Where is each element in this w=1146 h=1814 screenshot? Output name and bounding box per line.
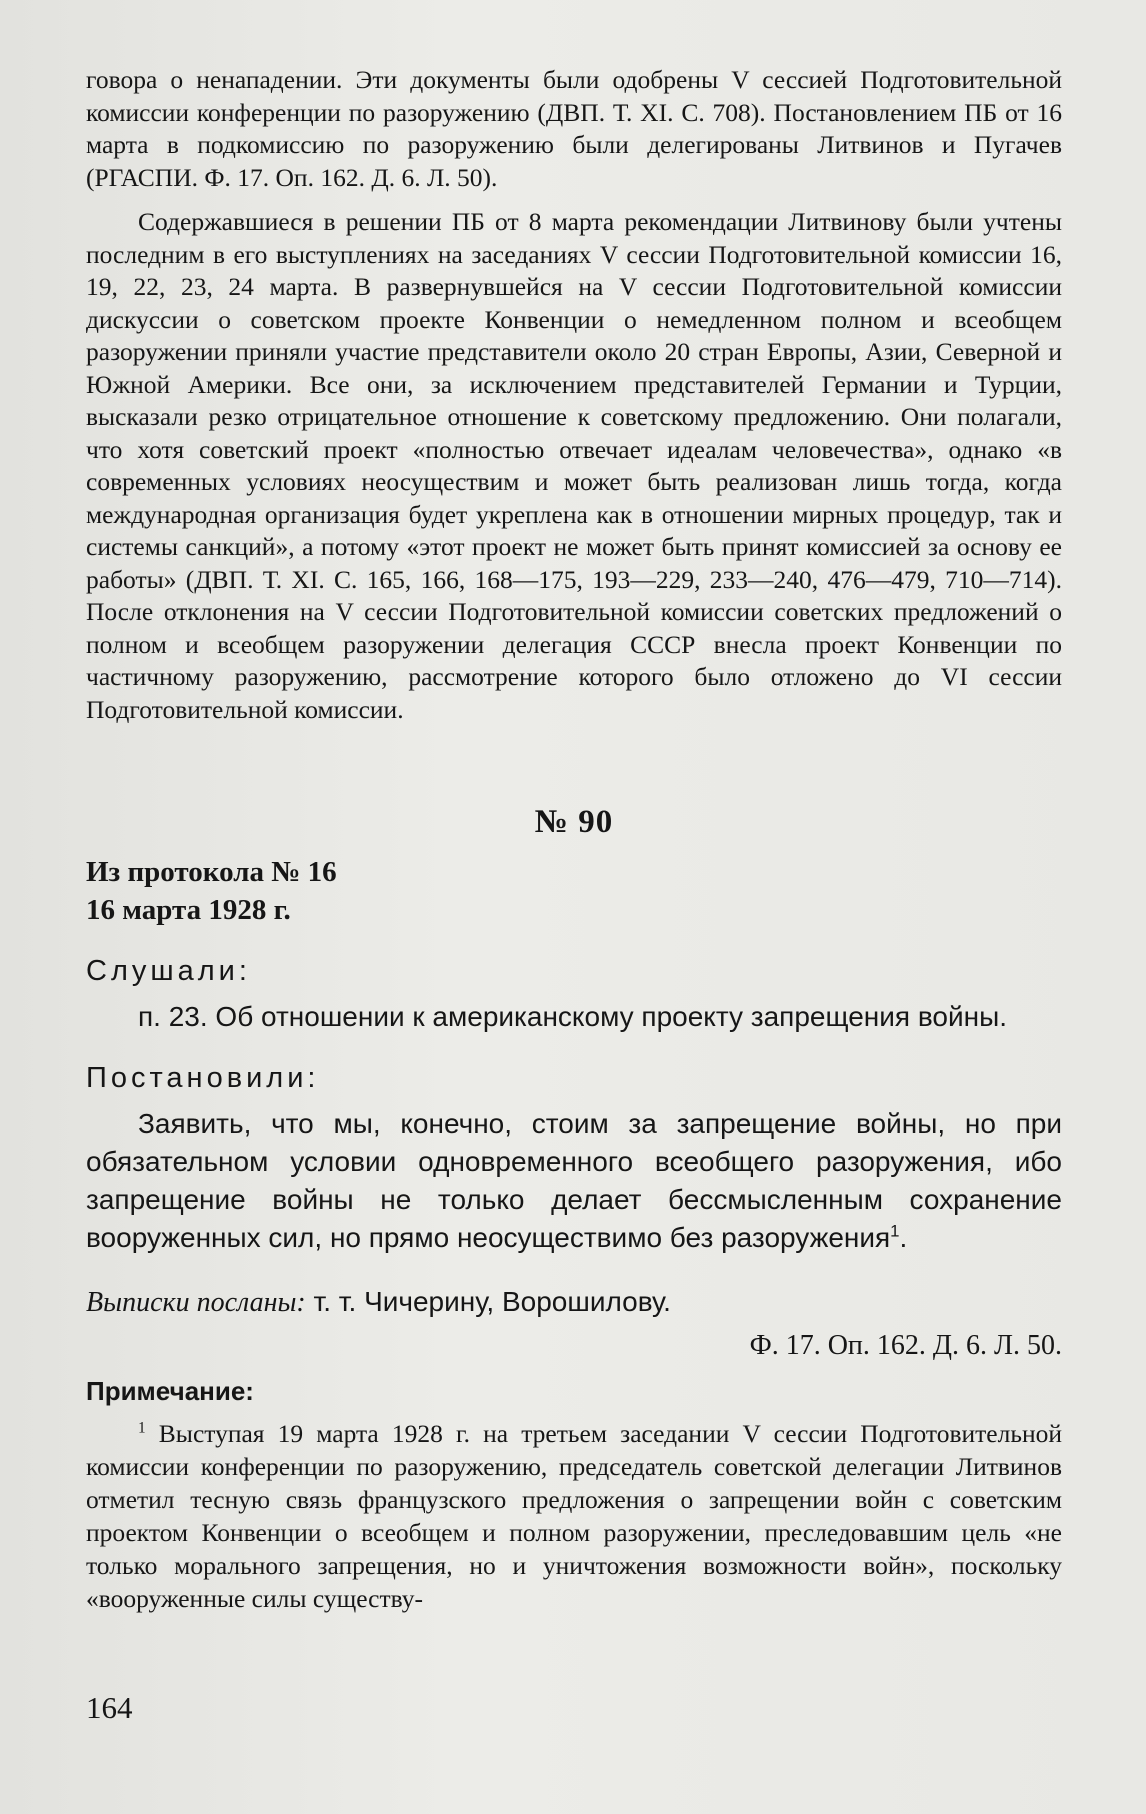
page-content: [86, 64, 1062, 1615]
resolved-end: .: [899, 1222, 908, 1253]
page-number: 164: [86, 1690, 133, 1725]
commentary-paragraph: Содержавшиеся в решении ПБ от 8 марта рекомендации Литвинову были учтены последним в его выступлениях на заседаниях V сессии Подготовительной комиссии 16, 19, 22, 23, 24 марта. В развернувшейся на V сессии Подготовительной комиссии дискуссии о советском проекте Конвенции о немедленном полном и всеобщем разоружении приняли участие представители около 20 стран Европы, Азии, Северной и Южной Америки. Все они, за исключением представителей Германии и Турции, высказали резко отрицательное отношение к советскому предложению. Они полагали, что хотя советский проект «полностью отвечает идеалам человечества», однако «в современных условиях неосуществим и может быть реализован лишь тогда, когда международная организация будет укреплена как в отношении мирных процедур, так и системы санкций», а потому «этот проект не может быть принят комиссией за основу ее работы» (ДВП. Т. XI. С. 165, 166, 168—175, 193—229, 233—240, 476—479, 710—714). После отклонения на V сессии Подготовительной комиссии советских предложений о полном и всеобщем разоружении делегация СССР внесла проект Конвенции по частичному разоружению, рассмотрение которого было отложено до VI сессии Подготовительной комиссии.: [86, 207, 1062, 724]
footnote-text: [86, 1417, 1062, 1615]
archive-reference: Ф. 17. Оп. 162. Д. 6. Л. 50.: [749, 1330, 1062, 1361]
footnote-body: Выступая 19 марта 1928 г. на третьем заседании V сессии Подготовительной комиссии конференции по разоружению, председатель советской делегации Литвинов отметил тесную связь французского предложения о запрещении войн с советским проектом Конвенции о всеобщем и полном разоружении, преследовавшим цель «не только морального запрещения, но и уничтожения возможности войн», поскольку «вооруженные силы существу-: [86, 1419, 1062, 1613]
top-paragraph: говора о ненападении. Эти документы были одобрены V сессией Подготовительной комиссии конференции по разоружению (ДВП. Т. XI. С. 708). Постановлением ПБ от 16 марта в подкомиссию по разоружению были делегированы Литвинов и Пугачев (РГАСПИ. Ф. 17. Оп. 162. Д. 6. Л. 50).: [86, 65, 1062, 192]
footnote-reference[interactable]: 1: [890, 1221, 900, 1241]
protocol-date: 16 марта 1928 г.: [86, 894, 291, 926]
footnote-mark: 1: [138, 1419, 146, 1437]
sent-label: Выписки посланы:: [86, 1287, 306, 1318]
resolved-text: [86, 1105, 1062, 1257]
sent-recipients: т. т. Чичерину, Ворошилову.: [313, 1286, 671, 1317]
sent-to-line: [86, 1283, 1062, 1322]
note-title: Примечание:: [86, 1376, 254, 1406]
document-heading: [86, 853, 1062, 929]
heard-label: Слушали:: [86, 955, 251, 987]
protocol-title: Из протокола № 16: [86, 856, 337, 888]
resolved-label: Постановили:: [86, 1062, 320, 1094]
document-number: № 90: [534, 804, 614, 840]
resolved-body: Заявить, что мы, конечно, стоим за запрещение войны, но при обязательном условии одновременного всеобщего разоружения, ибо запрещение войны не только делает бессмысленным сохранение вооруженных сил, но прямо неосуществимо без разоружения: [86, 1108, 1062, 1253]
heard-text: п. 23. Об отношении к американскому проекту запрещения войны.: [138, 1001, 1007, 1032]
